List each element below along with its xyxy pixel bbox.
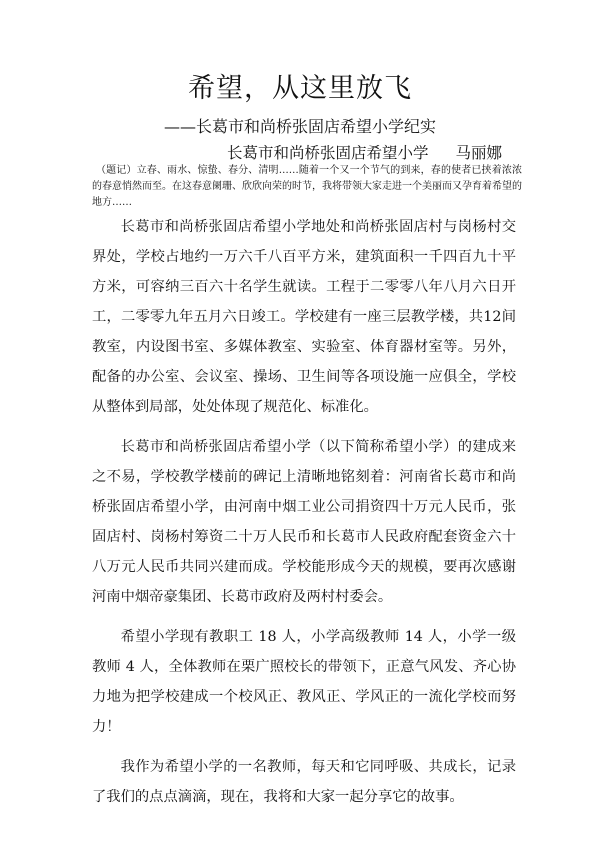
paragraph-3: 希望小学现有教职工 18 人，小学高级教师 14 人，小学一级教师 4 人，全体教师在栗广照校长的带领下，正意气风发、齐心协力地为把学校建成一个校风正、教风正、学风正的一流化学校而努力！ [92,629,516,735]
byline-school: 长葛市和尚桥张固店希望小学 [227,144,429,162]
paragraph-1: 长葛市和尚桥张固店希望小学地处和尚桥张固店村与岗杨村交界处，学校占地约一万六千八百平方米，建筑面积一千四百九十平方米，可容纳三百六十名学生就读。工程于二零零八年八月六日开工，二零零九年五月六日竣工。学校建有一座三层教学楼，共12间教室，内设图书室、多媒体教室、实验室、体育器材室等。另外，配备的办公室、会议室、操场、卫生间等各项设施一应俱全，学校从整体到局部，处处体现了规范化、标准化。 [92,219,516,415]
epigraph-text: （题记）立春、雨水、惊蛰、春分、清明……随着一个又一个节气的到来，春的使者已挟着浓浓的春意悄然而至。在这春意阑珊、欣欣向荣的时节，我将带领大家走进一个美丽而又孕育着希望的地方…… [92,165,522,208]
paragraph-2: 长葛市和尚桥张固店希望小学（以下简称希望小学）的建成来之不易，学校教学楼前的碑记上清晰地铭刻着：河南省长葛市和尚桥张固店希望小学，由河南中烟工业公司捐资四十万元人民币，张固店村、岗杨村筹资二十万人民币和长葛市人民政府配套资金六十八万元人民币共同兴建而成。学校能形成今天的规模，要再次感谢河南中烟帝豪集团、长葛市政府及两村村委会。 [92,439,516,605]
paragraph-4: 我作为希望小学的一名教师，每天和它同呼吸、共成长，记录了我们的点点滴滴，现在，我将和大家一起分享它的故事。 [92,759,516,805]
article-body [92,212,516,822]
epigraph [92,163,522,211]
document-title: 希望，从这里放飞 [188,73,412,104]
byline-author: 马丽娜 [455,144,502,162]
byline [227,142,502,164]
document-subtitle: ——长葛市和尚桥张固店希望小学纪实 [163,117,436,136]
